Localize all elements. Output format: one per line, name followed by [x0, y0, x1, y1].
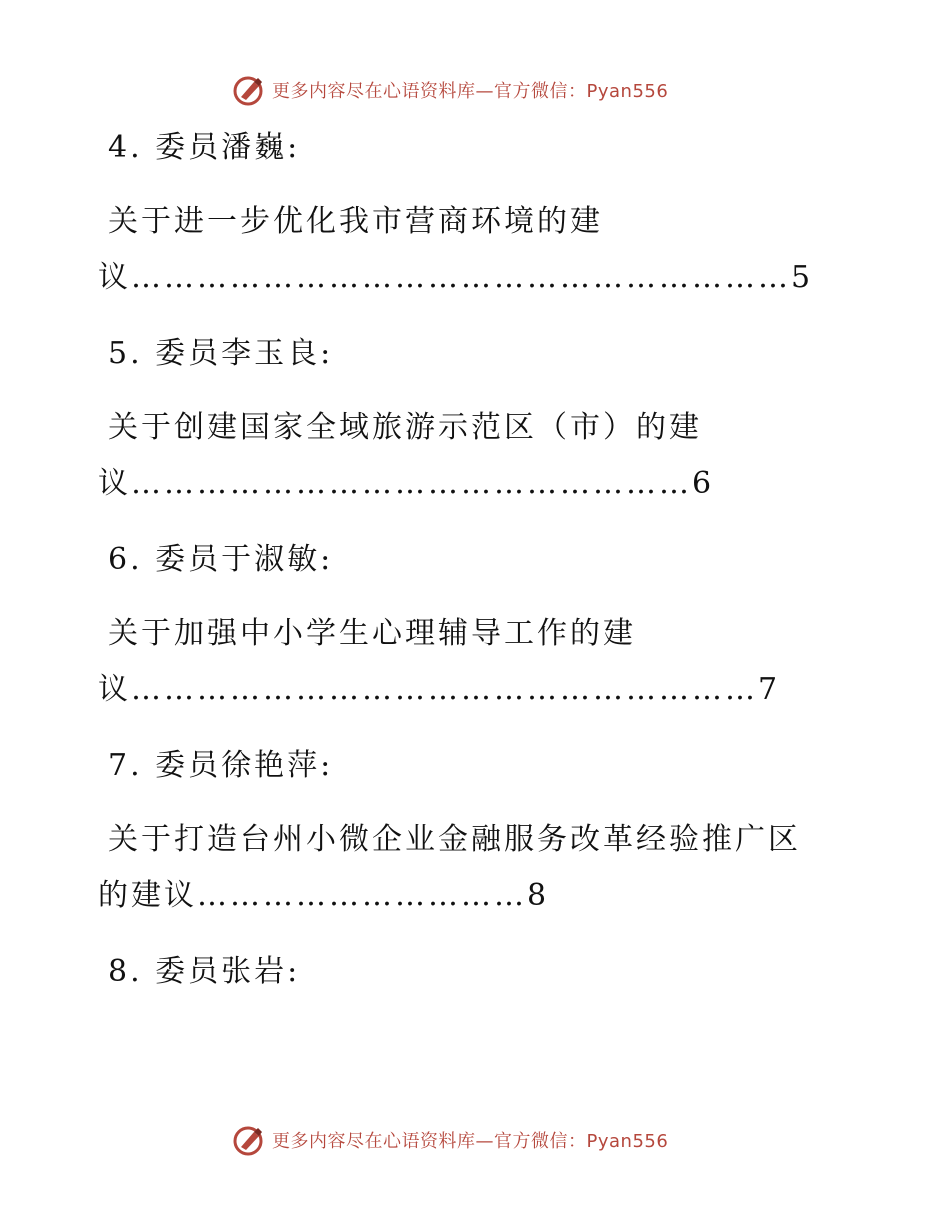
watermark-text: 更多内容尽在心语资料库—官方微信：Pyan556	[272, 1131, 669, 1152]
entry-8-heading: 8. 委员张岩:	[108, 954, 301, 989]
watermark-text: 更多内容尽在心语资料库—官方微信：Pyan556	[272, 81, 669, 102]
entry-5-title-line1: 关于创建国家全域旅游示范区（市）的建	[108, 410, 702, 445]
entry-4-heading: 4. 委员潘巍:	[108, 130, 301, 165]
entry-7-title-line2: 的建议…………………………8	[98, 878, 550, 913]
entry-6-title-line1: 关于加强中小学生心理辅导工作的建	[108, 616, 636, 651]
entry-5-heading: 5. 委员李玉良:	[108, 336, 334, 371]
pen-logo-icon	[232, 73, 266, 107]
entry-6-heading: 6. 委员于淑敏:	[108, 542, 334, 577]
entry-7-heading: 7. 委员徐艳萍:	[108, 748, 334, 783]
footer-watermark	[232, 1122, 668, 1158]
entry-5-title-line2: 议……………………………………………6	[98, 466, 715, 501]
entry-4-title-line2: 议……………………………………………………5	[98, 260, 814, 295]
entry-7-title-line1: 关于打造台州小微企业金融服务改革经验推广区	[108, 822, 801, 857]
pen-logo-icon	[232, 1123, 266, 1157]
header-watermark	[232, 72, 668, 108]
entry-4-title-line1: 关于进一步优化我市营商环境的建	[108, 204, 603, 239]
entry-6-title-line2: 议…………………………………………………7	[98, 672, 781, 707]
